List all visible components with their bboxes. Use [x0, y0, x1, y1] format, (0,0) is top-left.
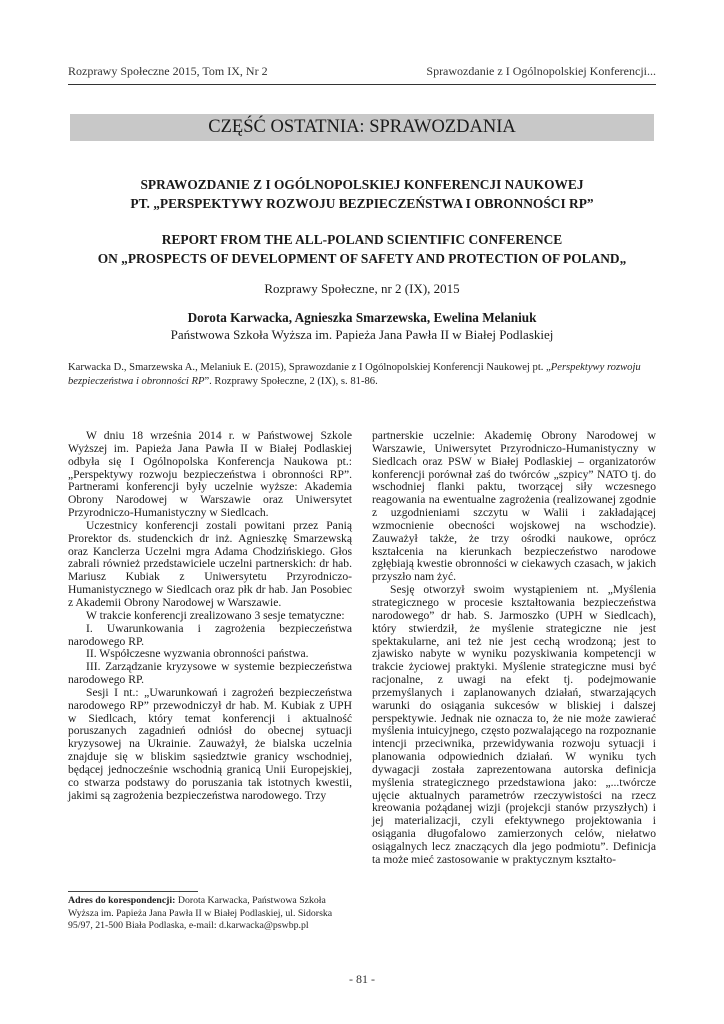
running-header-journal: Rozprawy Społeczne 2015, Tom IX, Nr 2 — [68, 64, 268, 78]
paragraph: II. Współczesne wyzwania obronności państwa. — [86, 647, 309, 661]
title-english — [68, 231, 656, 268]
paragraph: Sesji I nt.: „Uwarunkowań i zagrożeń bezpieczeństwa narodowego RP” przewodniczył dr hab. M. Kubiak z UPH w Siedlcach, który temat konferencji i aktualność poruszanych zagadnień odniósł do obecnej sytuacji kryzysowej na Ukrainie. Zauważył, że bialska uczelnia znajduje się w bliskim sąsiedztwie granicy wschodniej, będącej jednocześnie wschodnią granicą Unii Europejskiej, co stwarza podstawy do poruszania tak istotnych kwestii, jakimi są zagrożenia bezpieczeństwa narodowego. Trzy — [68, 685, 352, 802]
body-column-right — [372, 430, 656, 867]
affiliation: Państwowa Szkoła Wyższa im. Papieża Jana Pawła II w Białej Podlaskiej — [170, 327, 554, 342]
citation-plain-start: Karwacka D., Smarzewska A., Melaniuk E. (2015), Sprawozdanie z I Ogólnopolskiej Konferencji Naukowej pt. „ — [68, 362, 551, 373]
body-column-left — [68, 430, 352, 802]
title-polish-line-2: PT. „PERSPEKTYWY ROZWOJU BEZPIECZEŃSTWA I OBRONNOŚCI RP” — [130, 195, 594, 211]
journal-reference: Rozprawy Społeczne, nr 2 (IX), 2015 — [264, 281, 460, 296]
section-title: CZĘŚĆ OSTATNIA: SPRAWOZDANIA — [70, 114, 654, 141]
title-polish-line-1: SPRAWOZDANIE Z I OGÓLNOPOLSKIEJ KONFERENCJI NAUKOWEJ — [140, 177, 584, 192]
page-number: - 81 - — [349, 972, 375, 986]
footnote-label: Adres do korespondencji: — [68, 895, 176, 906]
paragraph: III. Zarządzanie kryzysowe w systemie bezpieczeństwa narodowego RP. — [68, 660, 352, 687]
citation-italic-title: Perspektywy rozwoju bezpieczeństwa i obronności RP — [68, 362, 641, 388]
authors: Dorota Karwacka, Agnieszka Smarzewska, Ewelina Melaniuk — [187, 310, 537, 325]
header-rule — [68, 84, 656, 85]
running-header-article: Sprawozdanie z I Ogólnopolskiej Konferencji... — [426, 64, 656, 78]
citation-plain-end: ”. Rozprawy Społeczne, 2 (IX), s. 81-86. — [204, 376, 378, 388]
paragraph: Uczestnicy konferencji zostali powitani przez Panią Prorektor ds. studenckich dr inż. Agnieszkę Smarzewską oraz Kanclerza Uczelni mgra Adama Chodzińskiego. Głos zabrali również przedstawiciele uczelni partnerskich: dr hab. Mariusz Kubiak z Uniwersytetu Przyrodniczo-Humanistycznego w Siedlcach oraz płk dr hab. Jan Posobiec z Akademii Obrony Narodowej w Warszawie. — [68, 518, 352, 609]
footnote-text: Dorota Karwacka, Państwowa Szkoła Wyższa im. Papieża Jana Pawła II w Białej Podlaskiej, ul. Sidorska 95/97, 21-500 Biała Podlaska, e-mail: d.karwacka@pswbp.pl — [68, 895, 333, 932]
paragraph: partnerskie uczelnie: Akademię Obrony Narodowej w Warszawie, Uniwersytet Przyrodniczo-Humanistyczny w Siedlcach oraz PSW w Białej Podlaskiej – organizatorów konferencji porównał zaś do twórców „szpicy” NATO tj. do wschodniej flanki paktu, tworzącej siły wczesnego reagowania na ewentualne zagrożenia (realizowanej zgodnie z uzgodnieniami szczytu w Walii i zakładającej wzmocnienie obecności wojskowej na wschodzie). Zauważył także, że trzy ośrodki naukowe, oprócz kształcenia na kierunkach bezpieczeństwo narodowe zgłębiają kwestie obronności w ciekawych czasach, w jakich przyszło nam żyć. — [372, 429, 656, 584]
paragraph: Sesję otworzył swoim wystąpieniem nt. „Myślenia strategicznego w procesie kształtowania bezpieczeństwa narodowego” dr hab. S. Jarmoszko (UPH w Siedlcach), który stwierdził, że myślenie strategiczne nie jest spektakularne, ani też nie jest cechą wrodzoną; jest to zjawisko nabyte w wyniku pozyskiwania kompetencji w trakcie życiowej praktyki. Myślenie strategiczne musi być racjonalne, z uwagi na efekt tj. podejmowanie przemyślanych i zaplanowanych działań, stwarzających warunki do osiągania sukcesów w bliskiej i dalszej perspektywie. Jednak nie oznacza to, że nie może zawierać myślenia intuicyjnego, często pozwalającego na rozpoznanie intencji przeciwnika, przewidywania rozwoju sytuacji i planowania odpowiednich działań. W wyniku tych dywagacji została zaprezentowana autorska definicja myślenia strategicznego przedstawiona jako: „...twórcze ujęcie aktualnych parametrów rzeczywistości na rzecz kreowania pożądanej wizji (projekcji stanów przyszłych) i jej materializacji, czyli efektywnego projektowania i osiągania długofalowo zamierzonych celów, niełatwo osiągalnych lecz znaczących dla jego podmiotu”. Definicja ta może mieć zastosowanie w praktycznym kształto- — [372, 583, 656, 866]
paragraph: W trakcie konferencji zrealizowano 3 sesje tematyczne: — [86, 608, 345, 622]
title-polish — [68, 176, 656, 213]
paragraph: W dniu 18 września 2014 r. w Państwowej Szkole Wyższej im. Papieża Jana Pawła II w Białej Podlaskiej odbyła się I Ogólnopolska Konferencja Naukowa pt.: „Perspektywy rozwoju bezpieczeństwa i obronności RP”. Partnerami konferencji były uczelnie wyższe: Akademia Obrony Narodowej w Warszawie oraz Uniwersytet Przyrodniczo-Humanistyczny w Siedlcach. — [68, 429, 352, 520]
title-english-line-2: ON „PROSPECTS OF DEVELOPMENT OF SAFETY AND PROTECTION OF POLAND„ — [97, 250, 627, 266]
footnote-rule — [68, 891, 198, 892]
paragraph: I. Uwarunkowania i zagrożenia bezpieczeństwa narodowego RP. — [68, 621, 352, 648]
title-english-line-1: REPORT FROM THE ALL-POLAND SCIENTIFIC CONFERENCE — [161, 232, 563, 247]
citation — [68, 361, 656, 390]
running-header — [68, 64, 656, 82]
correspondence-footnote — [68, 895, 354, 933]
